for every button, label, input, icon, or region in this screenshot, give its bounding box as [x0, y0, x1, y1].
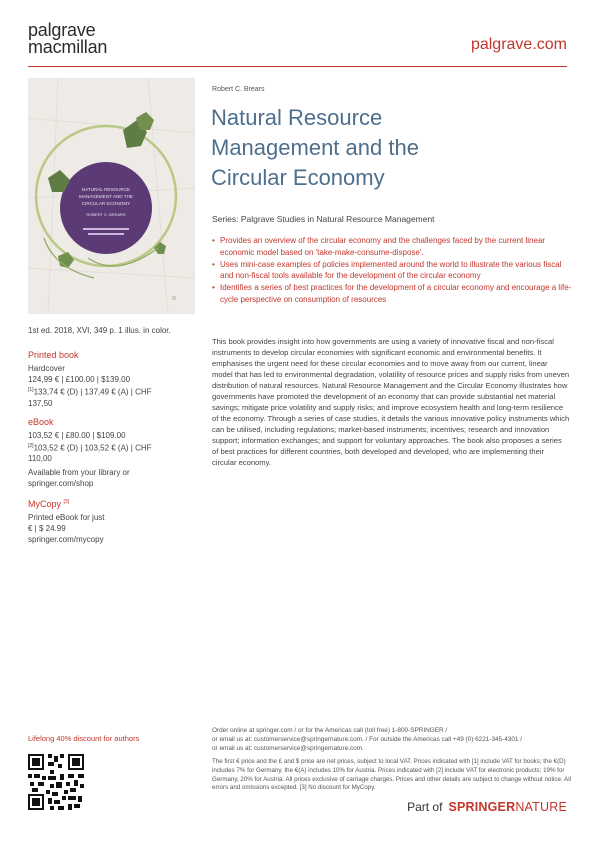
highlight-item: • Identifies a series of best practices for the development of a circular economy and encourage a life-cycle perspective on consumption of resources	[212, 282, 572, 305]
printed-price-line-1: 124,99 € | £100.00 | $139.00	[28, 375, 131, 384]
cover-author: ROBERT C. BREARS	[86, 212, 126, 217]
mycopy-block	[28, 497, 198, 545]
book-series: Series: Palgrave Studies in Natural Resource Management	[212, 214, 435, 224]
book-title-line-1: Natural Resource	[211, 105, 383, 130]
book-title-line-3: Circular Economy	[211, 165, 385, 190]
printed-book-block	[28, 350, 198, 409]
book-title	[211, 103, 571, 193]
book-cover-image	[28, 78, 195, 314]
highlights-list	[212, 235, 572, 306]
header-divider	[28, 66, 567, 67]
ebook-price-line-2	[28, 441, 198, 454]
highlight-item: • Uses mini-case examples of policies implemented around the world to illustrate the various fiscal and non-fiscal tools available for the development of the circular economy	[212, 259, 572, 282]
brand-light: NATURE	[515, 800, 567, 814]
order-line-1: Order online at springer.com / or for the Americas call (toll free) 1-800-SPRINGER /	[212, 727, 448, 734]
ebook-availability-link[interactable]: springer.com/shop	[28, 479, 94, 489]
page-header	[0, 0, 595, 66]
order-line-3: or email us at: customerservice@springernature.com.	[212, 745, 364, 752]
cover-illustration	[28, 78, 195, 314]
pricing-sidebar	[28, 350, 198, 553]
logo-line-1: palgrave	[28, 20, 96, 40]
mycopy-footnote: [3]	[63, 499, 70, 506]
mycopy-line-1: Printed eBook for just	[28, 513, 105, 523]
cover-title-2: MANAGEMENT AND THE	[79, 194, 133, 199]
order-info	[212, 726, 572, 753]
brand-bold: SPRINGER	[448, 800, 516, 814]
cover-circle	[60, 162, 152, 254]
highlight-item: • Provides an overview of the circular economy and the challenges faced by the current linear economic model based on 'take-make-consume-dispose'.	[212, 235, 572, 258]
edition-info: 1st ed. 2018, XVI, 349 p. 1 illus. in color.	[28, 326, 171, 335]
palgrave-macmillan-logo[interactable]	[28, 22, 107, 56]
website-link[interactable]: palgrave.com	[470, 36, 567, 53]
order-line-2: or email us at: customerservice@springernature.com. / For outside the Americas call +49 (0) 6221-345-4301 /	[212, 736, 523, 743]
mycopy-heading	[28, 497, 198, 510]
ebook-availability-1: Available from your library or	[28, 468, 130, 478]
printed-price-line-2	[28, 385, 198, 398]
mycopy-link[interactable]: springer.com/mycopy	[28, 535, 104, 545]
printed-book-heading: Printed book	[28, 350, 79, 360]
author-discount-note: Lifelong 40% discount for authors	[28, 734, 140, 743]
qr-code-icon[interactable]	[28, 754, 84, 810]
springer-nature-badge[interactable]	[407, 800, 567, 814]
printed-format: Hardcover	[28, 364, 65, 373]
ebook-block	[28, 417, 198, 490]
ebook-price-line-2-text: 103,52 € (D) | 103,52 € (A) | CHF	[33, 443, 152, 453]
springer-nature-logo	[448, 800, 567, 814]
cover-title-3: CIRCULAR ECONOMY	[81, 201, 131, 206]
book-title-line-2: Management and the	[211, 135, 419, 160]
price-fineprint: The first € price and the £ and $ price are net prices, subject to local VAT. Prices indicated with [1] include VAT for books; the €(D) includes 7% for Germany, the €(A) includes 10% for Austria. Prices indicated with [2] include VAT for electronic products; 19% for Germany, 20% for Austria. All prices exclusive of carriage charges. Prices and other details are subject to change without notice. All errors and omissions excepted. [3] No discount for MyCopy.	[212, 758, 571, 792]
book-author: Robert C. Brears	[212, 86, 265, 93]
cover-title-1: NATURAL RESOURCE	[81, 187, 131, 192]
printed-price-line-3: 137,50	[28, 398, 53, 408]
mycopy-price: € | $ 24.99	[28, 524, 66, 534]
ebook-price-line-3: 110,00	[28, 454, 52, 464]
ebook-price-footnote: [2]	[28, 442, 34, 449]
part-of-label: Part of	[407, 800, 443, 814]
logo-line-2: macmillan	[28, 37, 108, 57]
mycopy-heading-text: MyCopy	[28, 499, 62, 510]
ebook-price-line-1: 103,52 € | £80.00 | $109.00	[28, 430, 126, 440]
printed-price-line-2-text: 133,74 € (D) | 137,49 € (A) | CHF	[33, 387, 152, 397]
printed-price-footnote: [1]	[28, 387, 34, 393]
ebook-heading: eBook	[28, 416, 54, 427]
book-description: This book provides insight into how governments are using a variety of innovative fiscal and non-fiscal instruments to develop circular economies with significant economic and environmental benefits. It emphasises the urgent need for these circular economies and to move away from our current, linear model that has led to environmental degradation, volatility of resource prices and supply risks from uneven distribution of natural resources. Natural Resource Management and the Circular Economy illustrates how governments have promoted the development of an economy that can provide substantial net material savings; mitigate price volatility and supply risks; and improve ecosystem health and long-term resilience of the economy. Through a series of case studies, it details the various innovative policy instruments which can be utilised, including regulations; market-based instruments; incentives; research and innovation support; information exchanges; and support for voluntary approaches. The book also proposes a series of best practices for different countries, both developed and developed, who are implementing their circular economy.	[212, 337, 570, 467]
